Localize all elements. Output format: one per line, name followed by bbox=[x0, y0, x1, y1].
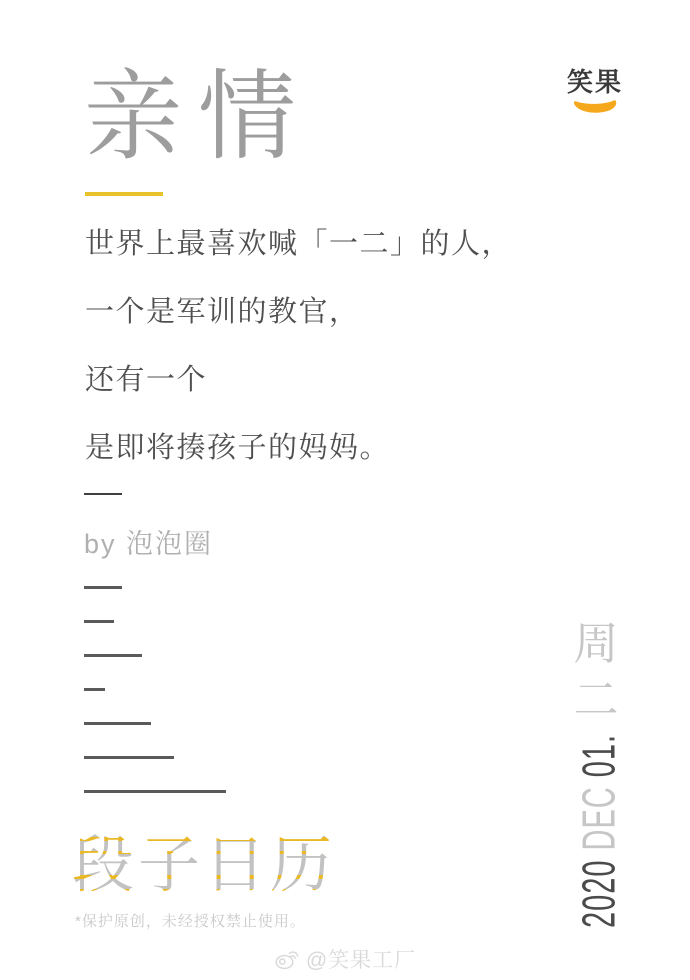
decorative-lines bbox=[84, 586, 226, 824]
date-month: DEC bbox=[574, 786, 626, 851]
brand-logo-text: 笑果 bbox=[566, 67, 623, 97]
joke-line: 世界上最喜欢喊「一二」的人， bbox=[85, 228, 513, 260]
title-underline bbox=[85, 192, 163, 196]
divider-line bbox=[84, 722, 151, 725]
divider-line bbox=[84, 688, 105, 691]
author-divider-line bbox=[84, 493, 122, 495]
weibo-watermark-text: @笑果工厂 bbox=[305, 949, 417, 972]
joke-line: 一个是军训的教官， bbox=[85, 296, 360, 328]
divider-line bbox=[84, 756, 174, 759]
weekday-char: 周 bbox=[573, 618, 619, 669]
smile-icon bbox=[572, 96, 618, 114]
weibo-watermark bbox=[0, 944, 690, 974]
joke-line: 还有一个 bbox=[85, 364, 208, 396]
joke-text bbox=[85, 210, 512, 482]
date-text bbox=[576, 734, 624, 928]
date-year: 2020 bbox=[574, 859, 626, 928]
copyright-notice: *保护原创，未经授权禁止使用。 bbox=[75, 913, 306, 930]
date-day: 01. bbox=[574, 733, 626, 778]
page-title: 亲情 bbox=[84, 61, 313, 171]
joke-line: 是即将揍孩子的妈妈。 bbox=[85, 432, 391, 464]
weekday-label bbox=[570, 616, 622, 728]
divider-line bbox=[84, 620, 114, 623]
divider-line bbox=[84, 654, 142, 657]
weekday-char: 二 bbox=[573, 674, 619, 725]
divider-line bbox=[84, 790, 226, 793]
brand-logo bbox=[564, 68, 626, 114]
date-vertical bbox=[574, 733, 626, 928]
weibo-icon bbox=[274, 946, 300, 972]
divider-line bbox=[84, 586, 122, 589]
calendar-wordmark: 段子日历 bbox=[72, 828, 336, 904]
joke-author: by 泡泡圈 bbox=[84, 529, 214, 559]
